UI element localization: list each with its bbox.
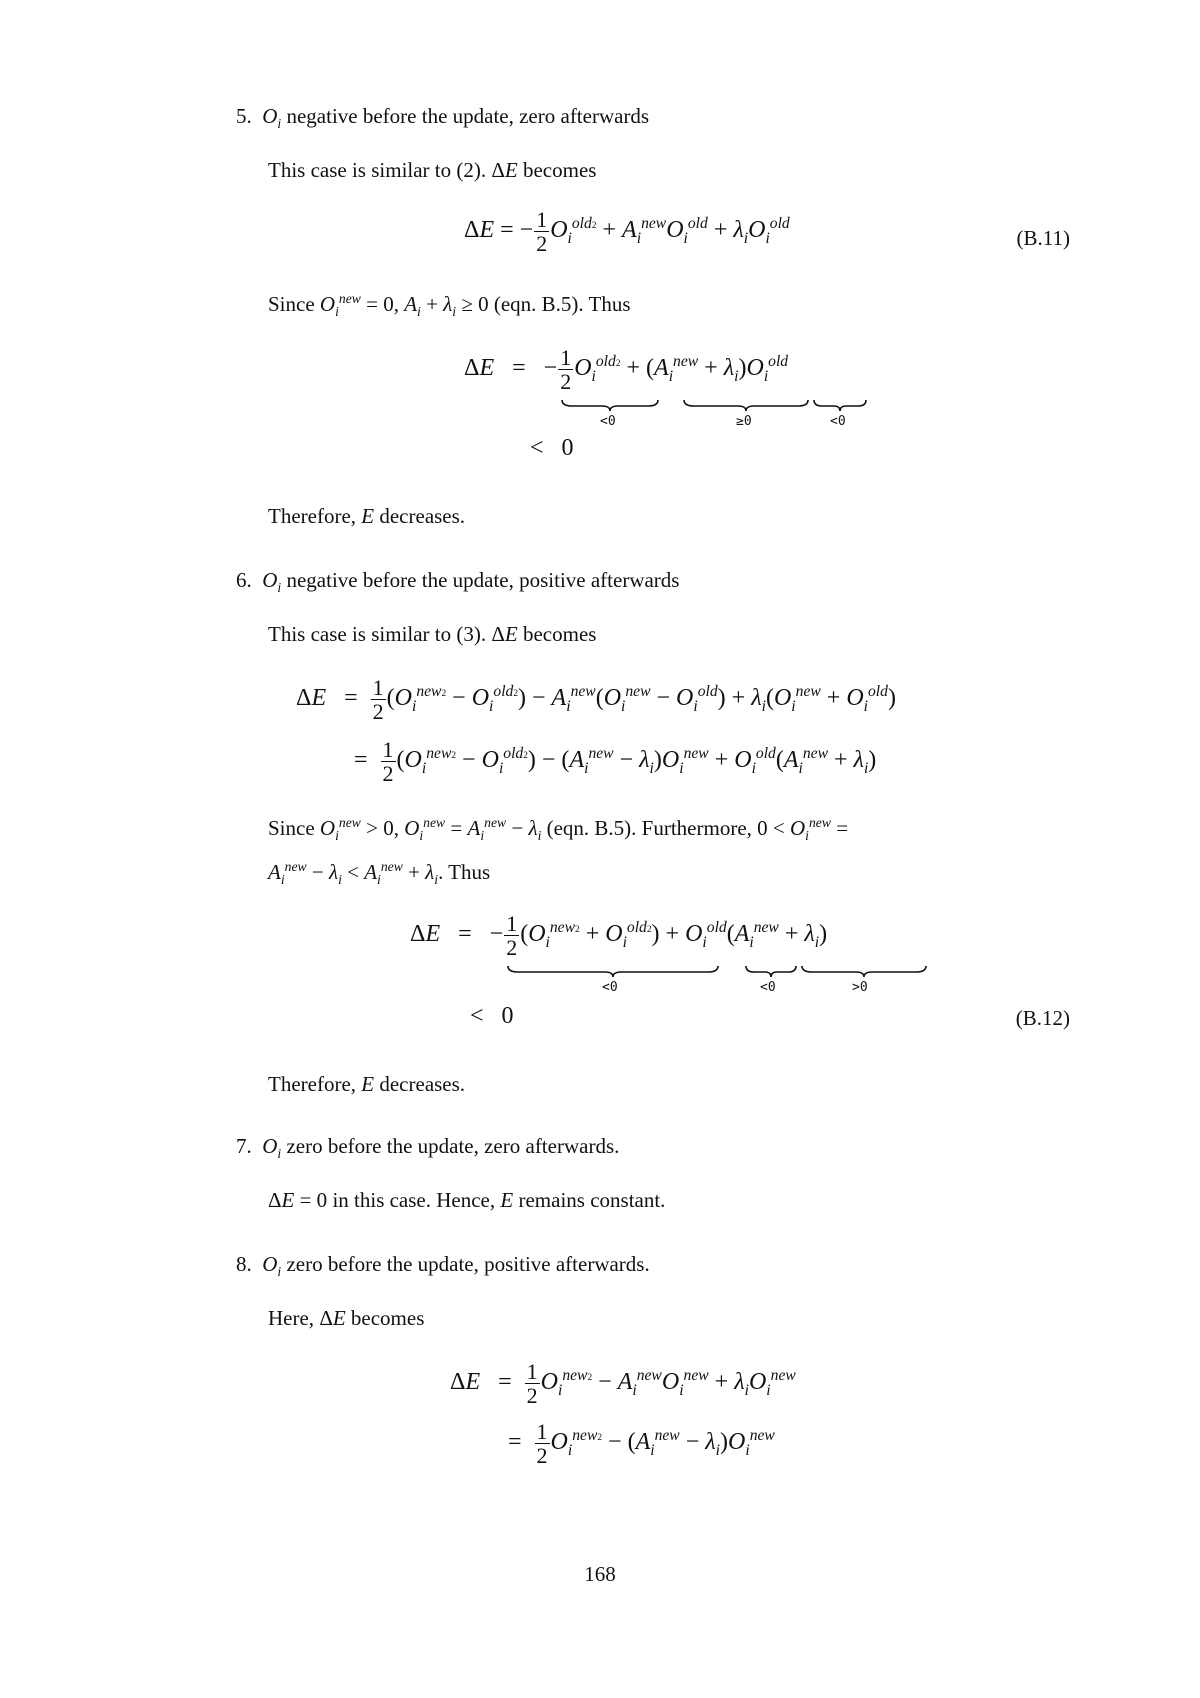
equation-b12-result: < 0: [470, 1003, 514, 1029]
item-5-intro: This case is similar to (2). ΔE becomes: [268, 158, 597, 182]
brace-label: <0: [830, 414, 846, 429]
brace-label: <0: [602, 980, 618, 995]
item-6-intro: This case is similar to (3). ΔE becomes: [268, 622, 597, 646]
underbrace-icon: [682, 398, 810, 412]
underbrace-icon: [812, 398, 868, 412]
underbrace-icon: [744, 964, 798, 978]
item-5-conclusion: Therefore, E decreases.: [268, 504, 466, 528]
item-6-heading: 6. $O_i$ negative before the update, positive afterwards: [236, 568, 680, 596]
item-5-since: Since $O_i^{new} = 0$, $A_i + \lambda_i \ge 0$ (eqn. B.5). Thus: [268, 291, 631, 320]
equation-8a-line1: ΔE = $\frac{1}{2}$ $O_i^{new2} - A_i^{new}O_i^{new} + \lambda_iO_i^{new}$: [450, 1359, 796, 1409]
item-6-since: Since $O_i^{new} > 0$, $O_i^{new} = A_i^{new} - \lambda_i$ (eqn. B.5). Furthermore, $0 < O_i^{new}$ =: [268, 815, 849, 844]
brace-label: ≥0: [736, 414, 752, 429]
equation-6a-line2: = $\frac{1}{2}$ $(O_i^{new2} - O_i^{old2}) - (A_i^{new} - \lambda_i)O_i^{new} + O_i^{old}(A_i^{new} + \lambda_i)$: [354, 737, 877, 787]
item-8-intro: Here, ΔE becomes: [268, 1306, 425, 1330]
equation-8a-line2: = $\frac{1}{2}$ $O_i^{new2} - (A_i^{new} - \lambda_i)O_i^{new}$: [508, 1419, 775, 1469]
equation-6a-line1: ΔE = $\frac{1}{2}$ $(O_i^{new2} - O_i^{old2}) - A_i^{new}(O_i^{new} - O_i^{old}) + \lambda_i(O_i^{new} + O_i^{old})$: [296, 675, 896, 725]
equation-number-b11: (B.11): [1016, 226, 1070, 250]
item-6-since-cont: $A_i^{new} - \lambda_i < A_i^{new} + \lambda_i$. Thus: [268, 859, 491, 888]
equation-5a-result: < 0: [530, 435, 574, 461]
underbrace-icon: [560, 398, 660, 412]
equation-5a-lhs: ΔE = − $\frac{1}{2}$ $O_i^{old2} + (A_i^{new} + \lambda_i)O_i^{old}$: [464, 345, 789, 395]
item-7-heading: 7. $O_i$ zero before the update, zero afterwards.: [236, 1134, 620, 1162]
brace-label: >0: [852, 980, 868, 995]
item-5-heading: 5. $O_i$ negative before the update, zero afterwards: [236, 104, 650, 132]
equation-b11: ΔE = − $\frac{1}{2}$ $O_i^{old2} + A_i^{new}O_i^{old} + \lambda_iO_i^{old}$: [464, 207, 790, 257]
underbrace-icon: [506, 964, 720, 978]
brace-label: <0: [600, 414, 616, 429]
item-8-heading: 8. $O_i$ zero before the update, positive afterwards.: [236, 1252, 650, 1280]
page-number: 168: [584, 1562, 616, 1586]
equation-b12-lhs: ΔE = − $\frac{1}{2}$ $(O_i^{new2} + O_i^{old2}) + O_i^{old}(A_i^{new} + \lambda_i)$: [410, 911, 828, 961]
item-7-body: ΔE = 0 in this case. Hence, E remains constant.: [268, 1188, 666, 1212]
item-6-conclusion: Therefore, E decreases.: [268, 1072, 466, 1096]
underbrace-icon: [800, 964, 928, 978]
brace-label: <0: [760, 980, 776, 995]
equation-number-b12: (B.12): [1015, 1006, 1070, 1030]
